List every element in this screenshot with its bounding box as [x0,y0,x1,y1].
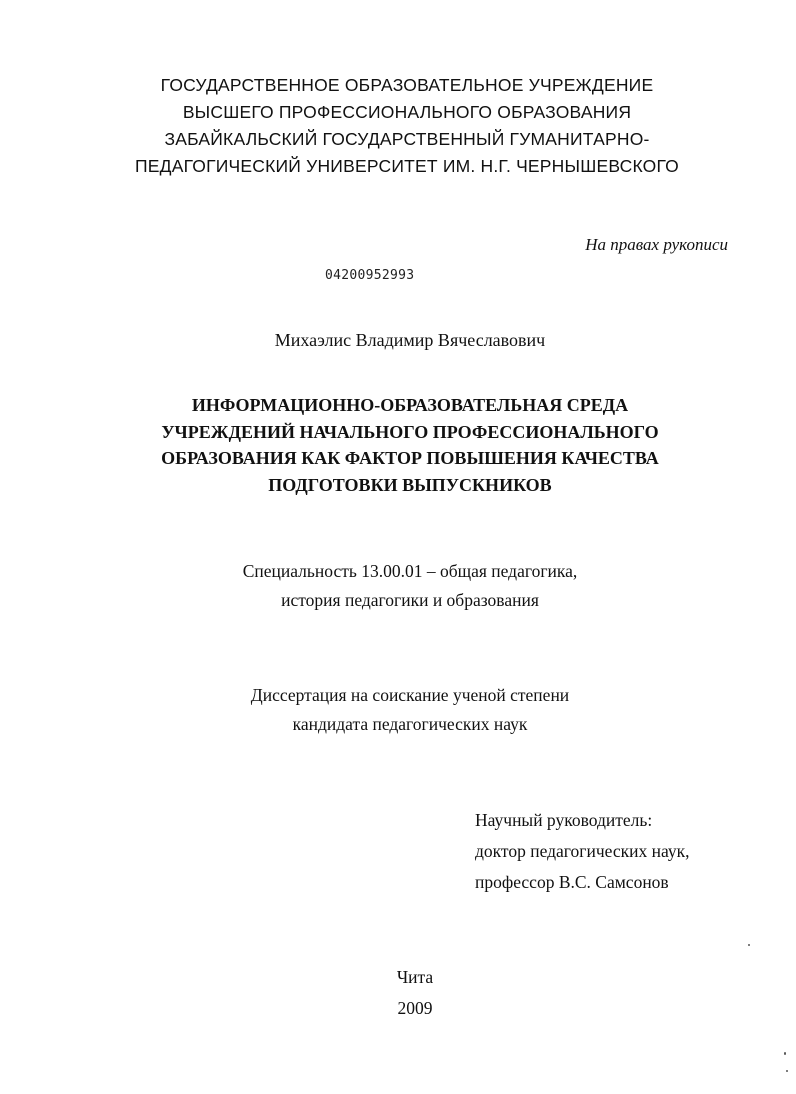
rights-note: На правах рукописи [585,235,728,254]
institution-header [22,72,792,180]
scan-speck [748,944,750,946]
year: 2009 [397,998,433,1018]
institution-line: ВЫСШЕГО ПРОФЕССИОНАЛЬНОГО ОБРАЗОВАНИЯ [182,102,632,122]
advisor-line: Научный руководитель: [475,810,653,830]
degree-line: Диссертация на соискание ученой степени [250,685,570,705]
degree-statement [12,681,796,739]
dissertation-title [12,392,796,498]
specialty-line: история педагогики и образования [281,590,539,610]
specialty-line: Специальность 13.00.01 – общая педагогика, [242,561,578,581]
title-line: ПОДГОТОВКИ ВЫПУСКНИКОВ [268,474,552,495]
scan-speck [786,1070,788,1072]
catalog-number: 04200952993 [325,268,415,283]
advisor-line: доктор педагогических наук, [475,841,690,861]
advisor-line: профессор В.С. Самсонов [475,872,669,892]
title-line: ОБРАЗОВАНИЯ КАК ФАКТОР ПОВЫШЕНИЯ КАЧЕСТВА [161,448,659,468]
scan-speck [784,1052,786,1055]
scientific-advisor [475,805,689,898]
title-line: УЧРЕЖДЕНИЙ НАЧАЛЬНОГО ПРОФЕССИОНАЛЬНОГО [161,421,659,442]
institution-line: ЗАБАЙКАЛЬСКИЙ ГОСУДАРСТВЕННЫЙ ГУМАНИТАРНО- [164,129,650,149]
institution-line: ПЕДАГОГИЧЕСКИЙ УНИВЕРСИТЕТ ИМ. Н.Г. ЧЕРНЫШЕВСКОГО [135,156,679,176]
place-and-year [17,962,796,1024]
specialty [12,557,796,615]
city: Чита [396,967,434,987]
author-name: Михаэлис Владимир Вячеславович [274,330,546,350]
title-line: ИНФОРМАЦИОННО-ОБРАЗОВАТЕЛЬНАЯ СРЕДА [191,395,629,415]
institution-line: ГОСУДАРСТВЕННОЕ ОБРАЗОВАТЕЛЬНОЕ УЧРЕЖДЕНИЕ [160,75,654,95]
degree-line: кандидата педагогических наук [292,714,528,734]
